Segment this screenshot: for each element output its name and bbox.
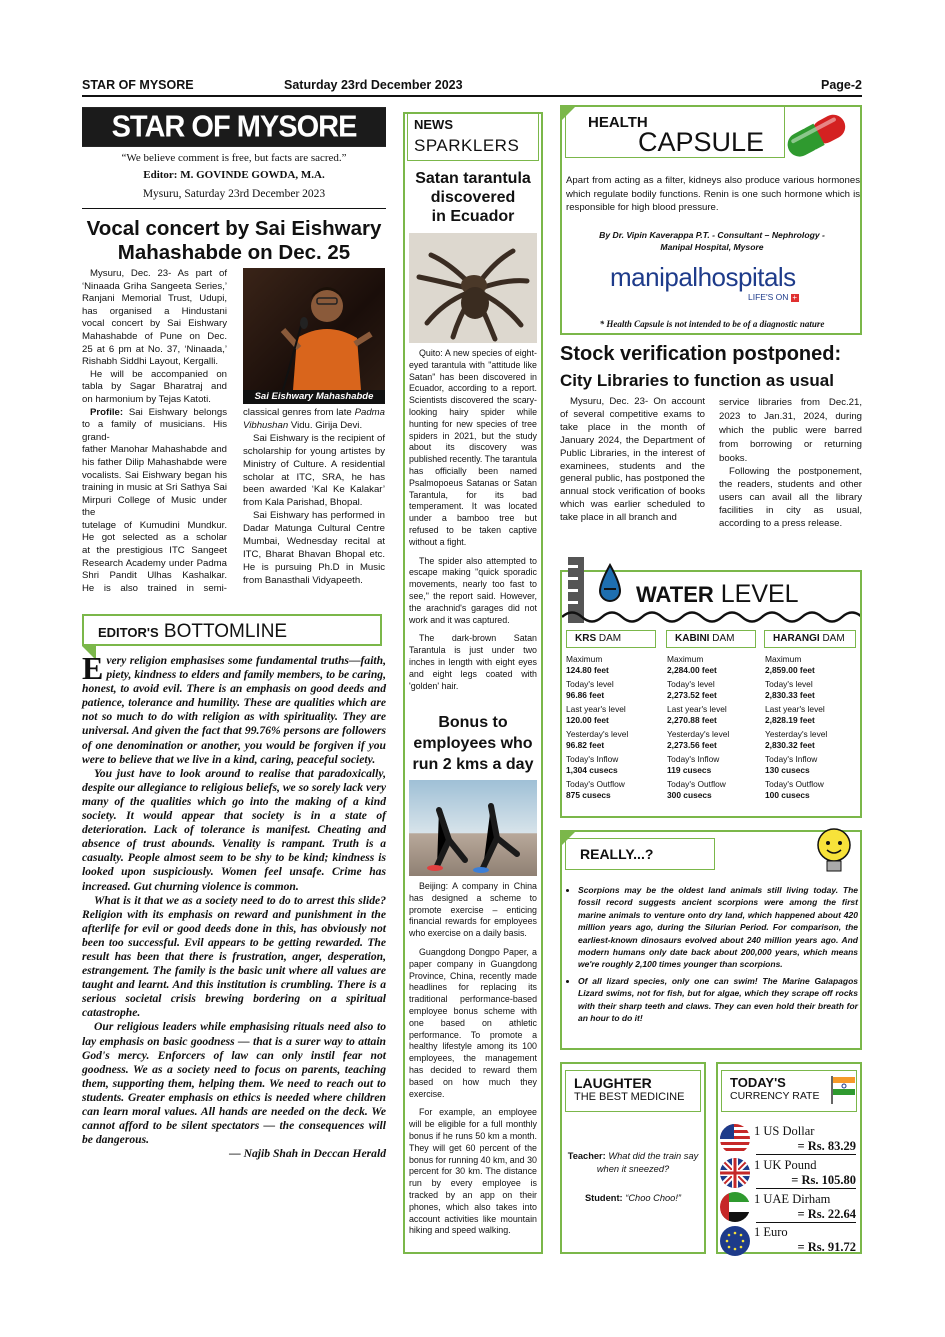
currency-eur-value: = Rs. 91.72 bbox=[797, 1240, 856, 1254]
really-box-corner bbox=[562, 831, 576, 845]
tarantula-headline-1: Satan tarantula bbox=[415, 170, 531, 187]
health-label-bold: HEALTH bbox=[588, 114, 648, 131]
teacher-text: What did the train say when it sneezed? bbox=[596, 1151, 699, 1174]
laughter-student bbox=[565, 1193, 701, 1203]
dam-row-value: 2,273.56 feet bbox=[667, 740, 717, 750]
dam-row-label: Today's Inflow bbox=[667, 754, 720, 764]
dam-name-suffix: DAM bbox=[596, 633, 622, 644]
concert-headline-1: Vocal concert by Sai Eishwary bbox=[86, 217, 382, 240]
libraries-col2 bbox=[719, 396, 862, 531]
dam-row-label: Today's Inflow bbox=[566, 754, 619, 764]
dam-row-value: 2,830.32 feet bbox=[765, 740, 815, 750]
dam-row-value: 100 cusecs bbox=[765, 790, 810, 800]
masthead-dateline: Mysuru, Saturday 23rd December 2023 bbox=[142, 188, 326, 200]
singer-caption: Sai Eishwary Mahashabde bbox=[243, 390, 385, 404]
dam-row-value: 1,304 cusecs bbox=[566, 765, 618, 775]
masthead-logo: STAR OF MYSORE bbox=[82, 107, 386, 147]
editorial-para-2: You just have to look around to realise that paradoxically, despite our allegiance to religious beliefs, we so sorely lack very many of the qualities which go into the making of a kind society. It would appear that society is in a state of deterioration. Lack of tolerance is manifest. Cheating and absence of trust abounds. Venality is rampant. Truth is a casualty. People almost seem to be shy to be kind; kindness is looked upon suspiciously. Women feel unsafe. Crime has increased. Gut churning violence is common. bbox=[82, 766, 386, 893]
dam-name-bold: KABINI bbox=[675, 633, 710, 644]
really-fact-1: • Scorpions may be the oldest land animals still living today. The fossil record suggests ancient scorpions were among the first marine animals to venture onto dry land, which happened about 420 million years ago, during the Silurian Period. For comparison, the earliest-known dinosaurs evolved about 240 million years ago. And modern humans only date back about 200,000 years, which means we're roughly 2,100 times younger than scorpions. bbox=[578, 884, 858, 971]
editorial-label-bold: EDITOR'S bbox=[98, 625, 159, 640]
dam-row-value: 124.80 feet bbox=[566, 665, 609, 675]
concert-line: Research Academy under Padma bbox=[82, 557, 227, 569]
water-label-bold: WATER bbox=[636, 582, 714, 607]
dam-row-value: 300 cusecs bbox=[667, 790, 712, 800]
bonus-headline bbox=[405, 712, 541, 775]
health-byline-2: Manipal Hospital, Mysore bbox=[660, 242, 764, 252]
libraries-para-2: service libraries from Dec.21, 2023 to Jan.31, 2024, during which the public were barred from borrowing or returning books. bbox=[719, 397, 862, 465]
dam-row-value: 2,270.88 feet bbox=[667, 715, 717, 725]
masthead-editor: Editor: M. GOVINDE GOWDA, M.A. bbox=[143, 169, 325, 181]
dam-name-suffix: DAM bbox=[819, 633, 845, 644]
dam-row-value: 2,828.19 feet bbox=[765, 715, 815, 725]
student-text: “Choo Choo!” bbox=[622, 1193, 682, 1203]
us-flag-icon bbox=[720, 1124, 750, 1154]
india-flag-icon bbox=[830, 1074, 856, 1104]
concert-line: Mysuru, Dec. 23- As part of bbox=[90, 268, 227, 279]
bonus-headline-1: Bonus to bbox=[438, 714, 508, 731]
really-label-box: REALLY...? bbox=[565, 838, 715, 870]
dam-name-suffix: DAM bbox=[709, 633, 735, 644]
really-facts bbox=[566, 884, 858, 1024]
tarantula-para-3: The dark-brown Satan Tarantula is just under two inches in length with eight eyes and eight legs coated with 'golden' hair. bbox=[409, 633, 537, 691]
dam-header-krs bbox=[566, 630, 656, 648]
concert-col2 bbox=[243, 407, 385, 588]
dam-row-value: 120.00 feet bbox=[566, 715, 609, 725]
dam-row-label: Last year's level bbox=[566, 704, 626, 714]
concert-line: Rishabh Siddhi Layout, Kergalli. bbox=[82, 356, 218, 368]
lightbulb-icon bbox=[812, 825, 856, 877]
bonus-para-2: Guangdong Dongpo Paper, a paper company in Guangdong Province, China, recently made headlines for replacing its traditional performance-based employee bonus scheme with one based on athletic performance. To promote a healthy lifestyle among its 100 employees, the management has decided to reward them based on how much they exercise. bbox=[409, 946, 537, 1099]
concert-line: has organised a Hindustani bbox=[82, 305, 227, 317]
tarantula-headline-2: discovered bbox=[430, 189, 516, 206]
singer-photo bbox=[243, 268, 385, 390]
concert-line: vocal concert by Sai Eishwary bbox=[82, 318, 227, 330]
laughter-label-box bbox=[565, 1070, 701, 1112]
currency-aed-name: 1 UAE Dirham bbox=[754, 1192, 831, 1206]
dam-row-label: Today's Outflow bbox=[667, 779, 726, 789]
student-label: Student: bbox=[584, 1193, 623, 1203]
dam-kabini-values bbox=[667, 654, 729, 804]
tarantula-photo bbox=[409, 233, 537, 343]
manipal-logo-b: hospitals bbox=[697, 262, 796, 292]
bonus-para-3: For example, an employee will be eligible for a full monthly bonus if he runs 50 km a month. They will get 60 percent of the bonus for running 40 km, and 30 percent for 30 km. The distance run by every employee is tracked by an app on their phones, which also takes into account activities like mountain hiking and speed walking. bbox=[409, 1107, 537, 1236]
concert-c2-italic: Padma Vibhushan bbox=[243, 407, 385, 431]
editorial-para-3: What is it that we as a society need to do to arrest this slide? Religion with its emphasis on reward and punishment in the afterlife for evil or good deeds done in this, has obviously not been too successful. Evil appears to be getting rewarded. The result has been that there is frustration, anger, desperation, estrangement. The family is the basic unit where all values are taught and learnt. And this institution is crumbling. There is a serious societal crisis brewing bordering on a spiritual catastrophe. bbox=[82, 893, 386, 1020]
sparklers-label-light: SPARKLERS bbox=[414, 136, 520, 155]
concert-c2-para3: Sai Eishwary has performed in Dadar Matunga Cultural Centre Mumbai, Wednesday recital at ITC, Bharat Bhavan Bhopal etc. He is pursuing Ph.D in Music from Banasthali Vidyapeeth. bbox=[243, 510, 385, 586]
concert-c2-a: classical genres from late bbox=[243, 407, 355, 418]
currency-sub: CURRENCY RATE bbox=[730, 1090, 820, 1102]
header-page: Page-2 bbox=[821, 78, 862, 92]
tarantula-story bbox=[409, 348, 537, 699]
concert-line: his father Dilip Mahashabde were bbox=[82, 456, 227, 468]
health-note: * Health Capsule is not intended to be of a diagnostic nature bbox=[599, 319, 825, 329]
dam-row-label: Yesterday's level bbox=[765, 729, 828, 739]
laughter-sub: THE BEST MEDICINE bbox=[574, 1091, 685, 1103]
bonus-headline-2: employees who bbox=[413, 735, 533, 752]
dam-harangi-values bbox=[765, 654, 827, 804]
concert-headline-2: Mahashabde on Dec. 25 bbox=[117, 241, 351, 264]
editorial-label-box bbox=[82, 614, 382, 646]
dam-row-label: Maximum bbox=[667, 654, 704, 664]
health-byline-1: By Dr. Vipin Kaverappa P.T. - Consultant – Nephrology - bbox=[599, 230, 825, 240]
concert-line: at the prestigious ITC Sangeet bbox=[82, 545, 227, 557]
dam-header-harangi bbox=[764, 630, 856, 648]
sparklers-label-box bbox=[407, 113, 539, 161]
header-date: Saturday 23rd December 2023 bbox=[284, 78, 463, 92]
dam-row-value: 96.82 feet bbox=[566, 740, 605, 750]
concert-line: Ranjani Memorial Trust, Udupi, bbox=[82, 293, 227, 305]
dam-row-value: 2,859.00 feet bbox=[765, 665, 815, 675]
bonus-headline-3: run 2 kms a day bbox=[412, 756, 534, 773]
health-byline bbox=[562, 229, 862, 253]
uae-flag-icon bbox=[720, 1192, 750, 1222]
tarantula-para-2: The spider also attempted to escape making "quick sporadic movements, nearly too fast to see," the report said. However, the arachnid's garages did not work and it was captured. bbox=[409, 555, 537, 625]
concert-line: vocalists. Sai Eishwary began his bbox=[82, 469, 227, 481]
editorial-para-1: very religion emphasises some fundamental truths—faith, piety, kindness to elders and family members, to be caring, honest, to avoid evil. There is an emphasis on good deeds and patience, tolerance and humility. These are qualities which are not so much to do with religion as with spirituality. They are universal. And given the fact that 99.76% persons are followers of one denomination or another, you would be forgiven if you were to believe that we live in a kind, caring, peaceful society. bbox=[82, 654, 386, 766]
dam-row-label: Yesterday's level bbox=[667, 729, 730, 739]
editorial-dropcap: E bbox=[82, 650, 104, 686]
currency-usd-name: 1 US Dollar bbox=[754, 1124, 815, 1138]
concert-para-2 bbox=[82, 369, 227, 407]
concert-line: Shri Pandit Ulhas Kashalkar. bbox=[82, 570, 227, 582]
bonus-para-1: Beijing: A company in China has designed a scheme to promote exercise – enticing financial rewards for employees who exercise on a daily basis. bbox=[409, 881, 537, 939]
currency-eur-name: 1 Euro bbox=[754, 1225, 788, 1239]
health-label-box bbox=[565, 106, 785, 158]
dam-name-bold: HARANGI bbox=[773, 633, 820, 644]
dam-krs-values bbox=[566, 654, 628, 804]
concert-c2-c: Vidu. Girija Devi. bbox=[288, 419, 363, 431]
concert-line: ‘Ninaada Griha Sangeeta Series,’ bbox=[82, 280, 227, 292]
libraries-subhead: City Libraries to function as usual bbox=[560, 371, 834, 390]
dam-row-value: 96.86 feet bbox=[566, 690, 605, 700]
libraries-col1 bbox=[560, 396, 705, 525]
header-paper-name: STAR OF MYSORE bbox=[82, 78, 194, 92]
sparklers-label-bold: NEWS bbox=[414, 117, 453, 132]
dam-name-bold: KRS bbox=[575, 633, 597, 644]
dam-row-label: Today's Outflow bbox=[566, 779, 625, 789]
water-label bbox=[636, 580, 799, 609]
dam-row-label: Maximum bbox=[765, 654, 802, 664]
plus-icon: + bbox=[792, 293, 798, 302]
health-label-light: CAPSULE bbox=[638, 127, 765, 157]
concert-line: He will be accompanied on bbox=[90, 368, 227, 380]
masthead-motto: “We believe comment is free, but facts are sacred.” bbox=[121, 152, 347, 164]
concert-para-1 bbox=[82, 268, 227, 369]
currency-usd-value: = Rs. 83.29 bbox=[756, 1139, 856, 1155]
currency-aed-value: = Rs. 22.64 bbox=[756, 1207, 856, 1223]
dam-row-value: 2,284.00 feet bbox=[667, 665, 717, 675]
eu-flag-icon bbox=[720, 1226, 750, 1256]
editorial-body bbox=[82, 650, 386, 1161]
tarantula-illustration bbox=[409, 233, 537, 343]
masthead-rule bbox=[82, 208, 386, 209]
dam-row-value: 130 cusecs bbox=[765, 765, 810, 775]
concert-line: He is also trained in semi- bbox=[82, 582, 227, 594]
dam-row-label: Today's Inflow bbox=[765, 754, 818, 764]
editorial-label-light: BOTTOMLINE bbox=[158, 621, 288, 642]
dam-row-value: 875 cusecs bbox=[566, 790, 611, 800]
runners-illustration bbox=[409, 780, 537, 876]
dam-row-value: 119 cusecs bbox=[667, 765, 712, 775]
dam-row-label: Yesterday's level bbox=[566, 729, 629, 739]
water-wave-icon bbox=[562, 608, 860, 626]
teacher-label: Teacher: bbox=[567, 1151, 606, 1161]
concert-line: 25 at 6 pm at No. 37, ‘Ninaada,’ bbox=[82, 343, 227, 355]
dam-row-label: Today's level bbox=[765, 679, 813, 689]
currency-label: TODAY'S bbox=[730, 1075, 786, 1090]
uk-flag-icon bbox=[720, 1158, 750, 1188]
dam-row-label: Today's Outflow bbox=[765, 779, 824, 789]
tarantula-para-1: Quito: A new species of eight-eyed tarantula with "attitude like Satan" has been discovered in Ecuador, according to a report. Scientists discovered the scary-looking hairy spider while hunting for new species of tree spiders in 2021, but the study about its discovery was published recently. The tarantula has officially been named Psalmopoeus Satanas or Satan Tarantula, for its bad temperament. It was located under a bamboo tree but refused to be taken captive without a fight. bbox=[409, 348, 537, 547]
concert-line: training in music at Sri Sathya Sai bbox=[82, 482, 227, 494]
profile-label: Profile: bbox=[90, 406, 124, 418]
dam-row-label: Last year's level bbox=[667, 704, 727, 714]
runners-photo bbox=[409, 780, 537, 876]
editorial-para-4: Our religious leaders while emphasising rituals need also to lay emphasis on basic goodness — that is a surer way to attain God's mercy. Enforcers of law can only instil fear not goodness. We as a society need to focus on parents, teaching them, supporting them, helping them. We need to reach out to students. Greater emphasis on ethics is needed where children can learn moral values. All hands are needed on the deck. We cannot afford to be silent spectators — the consequences will be dangerous. bbox=[82, 1020, 386, 1147]
concert-line: tutelage of Kumudini Mundkur. bbox=[82, 519, 227, 531]
concert-line: father Manohar Mahashabde and bbox=[82, 444, 227, 456]
manipal-tagline bbox=[748, 292, 799, 302]
concert-line: tabla by Sagar Bharatraj and bbox=[82, 381, 227, 393]
tarantula-headline bbox=[407, 169, 539, 226]
dam-row-label: Today's level bbox=[667, 679, 715, 689]
concert-line: Mahashabde of Pune on Dec. bbox=[82, 330, 227, 342]
concert-line: He got selected as a scholar bbox=[82, 532, 227, 544]
editorial-byline: — Najib Shah in Deccan Herald bbox=[229, 1147, 386, 1161]
manipal-logo-a: manipal bbox=[610, 262, 698, 292]
manipal-tagline-text: LIFE'S ON bbox=[748, 292, 789, 302]
health-body: Apart from acting as a filter, kidneys also produce various hormones which regulate bodily functions. Renin is one such hormone which is responsible for high blood pressure. bbox=[566, 175, 860, 213]
libraries-para-1: Mysuru, Dec. 23- On account of several competitive exams to take place in the month of January 2024, the Department of Public Libraries, in the interest of examinees, students and the general public, has postponed the annual stock verification of books which was earlier scheduled to take place in all branch and bbox=[560, 396, 705, 524]
concert-line: Profile: Sai Eishwary belongs bbox=[90, 406, 227, 418]
laughter-label: LAUGHTER bbox=[574, 1075, 652, 1091]
libraries-headline: Stock verification postponed: bbox=[560, 343, 842, 365]
tarantula-headline-3: in Ecuador bbox=[431, 208, 515, 225]
dam-row-value: 2,273.52 feet bbox=[667, 690, 717, 700]
capsule-icon bbox=[780, 110, 860, 162]
dam-row-label: Maximum bbox=[566, 654, 603, 664]
laughter-teacher bbox=[565, 1150, 701, 1176]
currency-gbp-value: = Rs. 105.80 bbox=[756, 1173, 856, 1189]
concert-headline bbox=[82, 217, 386, 265]
concert-c2-para2: Sai Eishwary is the recipient of scholarship for young artistes by Ministry of Culture. A residential scholar at ITC, SRA, he has been awarded ‘Kal Ke Kalakar’ from Kala Parishad, Bhopal. bbox=[243, 432, 385, 509]
health-box-corner bbox=[562, 106, 576, 120]
concert-col1 bbox=[82, 268, 227, 595]
dam-row-value: 2,830.33 feet bbox=[765, 690, 815, 700]
header-rule bbox=[82, 95, 862, 97]
concert-para-3 bbox=[82, 407, 227, 596]
concert-line: Mirpuri College of Music under the bbox=[82, 494, 227, 519]
really-fact-2: • Of all lizard species, only one can swim! The Marine Galapagos Lizard swims, not for fish, but for algae, which they scrape off rocks with their sharp teeth and claws. They can even hold their breath for an hour to do it! bbox=[578, 975, 858, 1025]
concert-line: to a family of musicians. His grand- bbox=[82, 419, 227, 443]
concert-line: on harmonium by Tejas Katoti. bbox=[82, 393, 211, 405]
libraries-para-3: Following the postponement, the readers, students and other users can avail all the library facilities in city as usual, according to a press release. bbox=[719, 466, 862, 530]
manipal-logo bbox=[610, 262, 796, 293]
singer-illustration bbox=[243, 268, 385, 390]
currency-gbp-name: 1 UK Pound bbox=[754, 1158, 817, 1172]
dam-row-label: Last year's level bbox=[765, 704, 825, 714]
dam-row-label: Today's level bbox=[566, 679, 614, 689]
bonus-story bbox=[409, 881, 537, 1244]
dam-header-kabini bbox=[666, 630, 756, 648]
water-label-light: LEVEL bbox=[713, 580, 799, 608]
